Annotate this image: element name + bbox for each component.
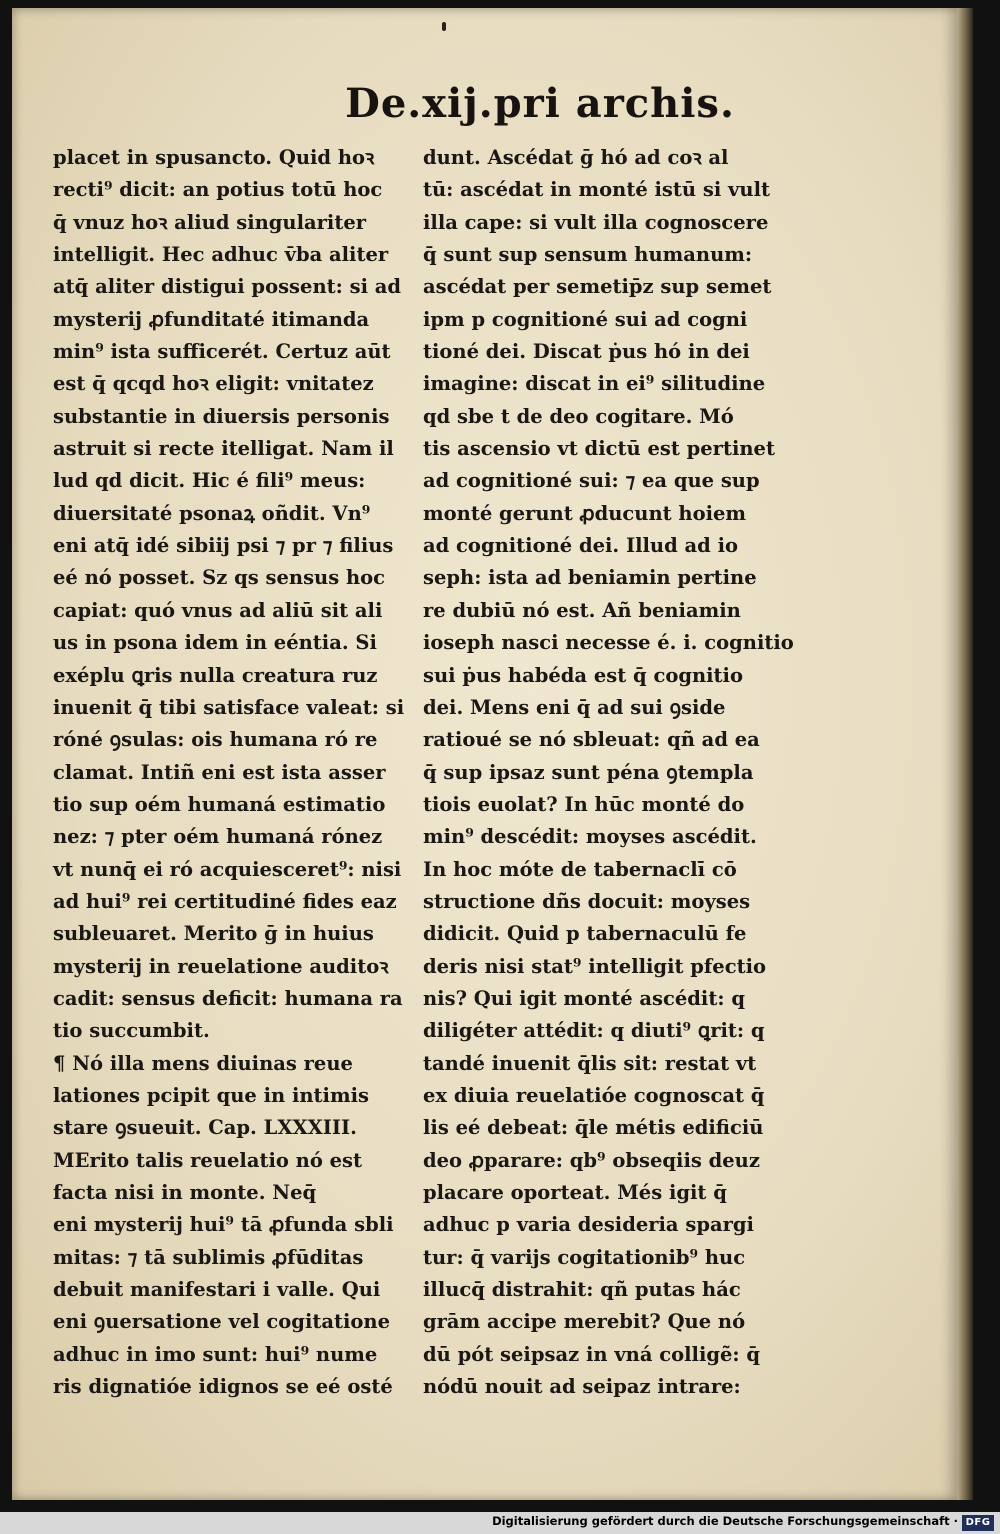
- text-line: placare oporteat. Més igit q̄: [423, 1181, 727, 1204]
- text-line: deris nisi stat⁹ intelligit pfectio: [423, 954, 766, 978]
- text-line: mitas: ⁊ tā sublimis ꝓfūditas: [53, 1245, 364, 1269]
- dfg-logo: DFG: [962, 1515, 994, 1531]
- text-line: q̄ vnuz hoꝛ aliud singulariter: [53, 210, 367, 234]
- text-line: dei. Mens eni q̄ ad sui ꝯside: [423, 695, 726, 719]
- text-line: recti⁹ dicit: an potius totū hoc: [53, 178, 383, 202]
- text-line: us in psona idem in eéntia. Si: [53, 631, 377, 655]
- text-line: róné ꝯsulas: ois humana ró re: [53, 728, 378, 752]
- text-line: dū pót seipsaz in vná colligẽ: q̄: [423, 1342, 761, 1366]
- text-line: tandé inuenit q̄lis sit: restat vt: [423, 1051, 757, 1075]
- right-column: [423, 142, 794, 1403]
- text-line: nódū nouit ad seipaz intrare:: [423, 1375, 741, 1399]
- text-line: monté gerunt ꝓducunt hoiem: [423, 501, 747, 525]
- running-head: De.xij.pri archis.: [345, 80, 735, 127]
- text-line: inuenit q̄ tibi satisface valeat: si: [53, 695, 405, 719]
- text-line: qd sbe t de deo cogitare. Mó: [423, 404, 734, 428]
- text-line: tur: q̄ varijs cogitationib⁹ huc: [423, 1245, 746, 1269]
- text-line: stare ꝯsueuit. Cap. LXXXIII.: [53, 1116, 357, 1140]
- text-line: re dubiū nó est. Añ beniamin: [423, 598, 741, 622]
- footer-credit: Digitalisierung gefördert durch die Deutsche Forschungsgemeinschaft ·: [492, 1514, 958, 1528]
- text-line: cadit: sensus deficit: humana ra: [53, 986, 403, 1010]
- text-line: ad cognitioné dei. Illud ad io: [423, 534, 738, 558]
- text-line: q̄ sunt sup sensum humanum:: [423, 243, 753, 267]
- text-line: tioné dei. Discat ṗus hó in dei: [423, 340, 750, 364]
- text-line: diuersitaté psonaꝝ oñdit. Vn⁹: [53, 501, 371, 525]
- text-line: min⁹ descédit: moyses ascédit.: [423, 825, 757, 849]
- text-line: ad cognitioné sui: ⁊ ea que sup: [423, 469, 760, 493]
- text-line: diligéter attédit: q diuti⁹ ꝗrit: q: [423, 1019, 765, 1043]
- text-line: mysterij ꝓfunditaté itimanda: [53, 307, 370, 331]
- text-line: substantie in diuersis personis: [53, 404, 390, 428]
- text-line: eni ꝯuersatione vel cogitatione: [53, 1310, 390, 1334]
- text-line: atq̄ aliter distigui possent: si ad: [53, 275, 402, 299]
- text-line: illucq̄ distrahit: qñ putas hác: [423, 1278, 741, 1302]
- text-line: eni mysterij hui⁹ tā ꝓfunda sbli: [53, 1213, 394, 1237]
- text-line: q̄ sup ipsaz sunt péna ꝯtempla: [423, 760, 754, 784]
- text-line: subleuaret. Merito ḡ in huius: [53, 922, 374, 946]
- text-line: ris dignatióe idignos se eé osté: [53, 1375, 393, 1399]
- ink-smudge: [442, 22, 446, 31]
- text-line: nis? Qui igit monté ascédit: q: [423, 986, 745, 1010]
- text-line: seph: ista ad beniamin pertine: [423, 566, 757, 590]
- text-line: tiois euolat? In hūc monté do: [423, 792, 745, 816]
- footer-bar: [0, 1512, 1000, 1534]
- text-line: intelligit. Hec adhuc v̄ba aliter: [53, 243, 389, 267]
- text-line: eni atq̄ idé sibiij psi ⁊ pr ⁊ filius: [53, 534, 394, 558]
- text-line: min⁹ ista sufficerét. Certuz aūt: [53, 340, 391, 364]
- text-line: eé nó posset. Sz qs sensus hoc: [53, 566, 386, 590]
- text-line: capiat: quó vnus ad aliū sit ali: [53, 598, 383, 622]
- text-line: exéplu ꝗris nulla creatura ruz: [53, 663, 378, 687]
- text-line: adhuc p varia desideria spargi: [423, 1213, 754, 1237]
- text-line: debuit manifestari i valle. Qui: [53, 1278, 381, 1302]
- text-line: est q̄ qcqd hoꝛ eligit: vnitatez: [53, 372, 374, 396]
- text-line: illa cape: si vult illa cognoscere: [423, 210, 769, 234]
- text-line: tis ascensio vt dictū est pertinet: [423, 437, 775, 461]
- text-line: placet in spusancto. Quid hoꝛ: [53, 146, 375, 169]
- text-line: lationes pcipit que in intimis: [53, 1083, 369, 1107]
- text-line: didicit. Quid p tabernaculū fe: [423, 922, 747, 946]
- text-line: MErito talis reuelatio nó est: [53, 1148, 363, 1172]
- text-line: facta nisi in monte. Neq̄: [53, 1181, 317, 1204]
- text-line: adhuc in imo sunt: hui⁹ nume: [53, 1342, 378, 1366]
- left-column: [53, 142, 403, 1403]
- text-line: tio succumbit.: [53, 1019, 210, 1043]
- text-line: lud qd dicit. Hic é fili⁹ meus:: [53, 469, 366, 493]
- text-line: sui ṗus habéda est q̄ cognitio: [423, 663, 743, 687]
- text-line: clamat. Intiñ eni est ista asser: [53, 760, 386, 784]
- text-line: ratioué se nó sbleuat: qñ ad ea: [423, 728, 760, 752]
- text-line: nez: ⁊ pter oém humaná rónez: [53, 825, 383, 849]
- text-line: lis eé debeat: q̄le métis edificiū: [423, 1116, 764, 1140]
- text-line: ¶ Nó illa mens diuinas reue: [53, 1051, 353, 1075]
- text-line: ioseph nasci necesse é. i. cognitio: [423, 631, 794, 655]
- text-line: astruit si recte itelligat. Nam il: [53, 437, 394, 461]
- text-line: imagine: discat in ei⁹ silitudine: [423, 372, 766, 396]
- text-line: In hoc móte de tabernaclī cō: [423, 857, 737, 881]
- text-line: structione dñs docuit: moyses: [423, 889, 751, 913]
- text-line: ad hui⁹ rei certitudiné fides eaz: [53, 889, 397, 913]
- text-line: deo ꝓparare: qb⁹ obseqiis deuz: [423, 1148, 760, 1172]
- text-line: grām accipe merebit? Que nó: [423, 1310, 746, 1334]
- text-line: ipm p cognitioné sui ad cogni: [423, 307, 748, 331]
- text-line: mysterij in reuelatione auditoꝛ: [53, 954, 389, 978]
- text-line: tio sup oém humaná estimatio: [53, 792, 386, 816]
- text-line: tū: ascédat in monté istū si vult: [423, 178, 770, 202]
- text-line: dunt. Ascédat ḡ hó ad coꝛ al: [423, 146, 729, 169]
- text-line: ascédat per semetip̄z sup semet: [423, 275, 772, 299]
- text-line: ex diuia reuelatióe cognoscat q̄: [423, 1083, 765, 1107]
- page-edge: [957, 8, 973, 1500]
- text-line: vt nunq̄ ei ró acquiesceret⁹: nisi: [53, 857, 402, 881]
